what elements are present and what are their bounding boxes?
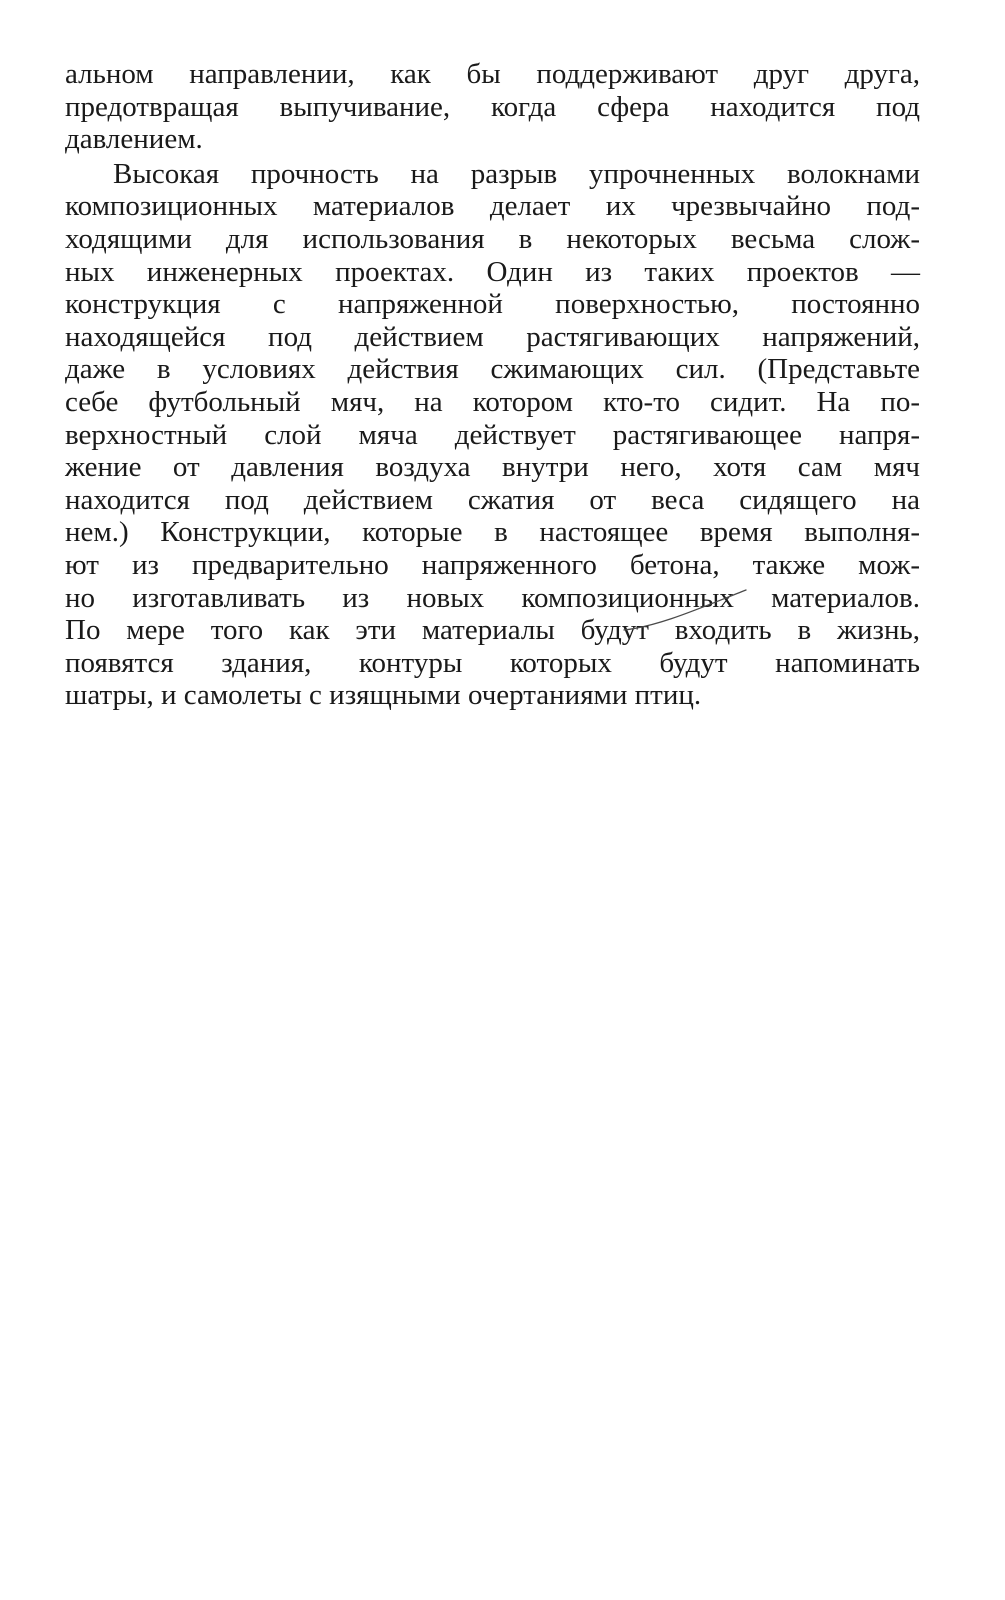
- text-line: давлением.: [65, 123, 203, 156]
- text-line: Высокая прочность на разрыв упрочненных волокнами: [113, 157, 920, 190]
- text-line: находится под действием сжатия от веса сидящего на: [65, 483, 920, 516]
- text-line: даже в условиях действия сжимающих сил. (Представьте: [65, 353, 920, 386]
- paragraph-1: [65, 58, 920, 156]
- text-line: верхностный слой мяча действует растягивающее напря-: [65, 418, 920, 451]
- text-line: ют из предварительно напряженного бетона, также мож-: [65, 548, 920, 581]
- text-line: шатры, и самолеты с изящными очертаниями птиц.: [65, 679, 702, 712]
- document-page: [65, 58, 920, 712]
- text-line: но изготавливать из новых композиционных материалов.: [65, 581, 920, 614]
- text-line: альном направлении, как бы поддерживают друг друга,: [65, 58, 920, 90]
- text-line: композиционных материалов делает их чрезвычайно под-: [65, 190, 920, 223]
- text-line: нем.) Конструкции, которые в настоящее время выполня-: [65, 516, 920, 549]
- text-line: ходящими для использования в некоторых весьма слож-: [65, 222, 920, 255]
- text-line: находящейся под действием растягивающих напряжений,: [65, 320, 920, 353]
- text-line: предотвращая выпучивание, когда сфера находится под: [65, 90, 920, 123]
- text-line: По мере того как эти материалы будут входить в жизнь,: [65, 614, 920, 647]
- text-line: жение от давления воздуха внутри него, хотя сам мяч: [65, 451, 920, 484]
- paragraph-2: [65, 158, 920, 712]
- text-line: конструкция с напряженной поверхностью, постоянно: [65, 288, 920, 321]
- text-line: ных инженерных проектах. Один из таких проектов —: [65, 255, 920, 288]
- text-line: себе футбольный мяч, на котором кто-то сидит. На по-: [65, 385, 920, 418]
- text-line: появятся здания, контуры которых будут напоминать: [65, 646, 920, 679]
